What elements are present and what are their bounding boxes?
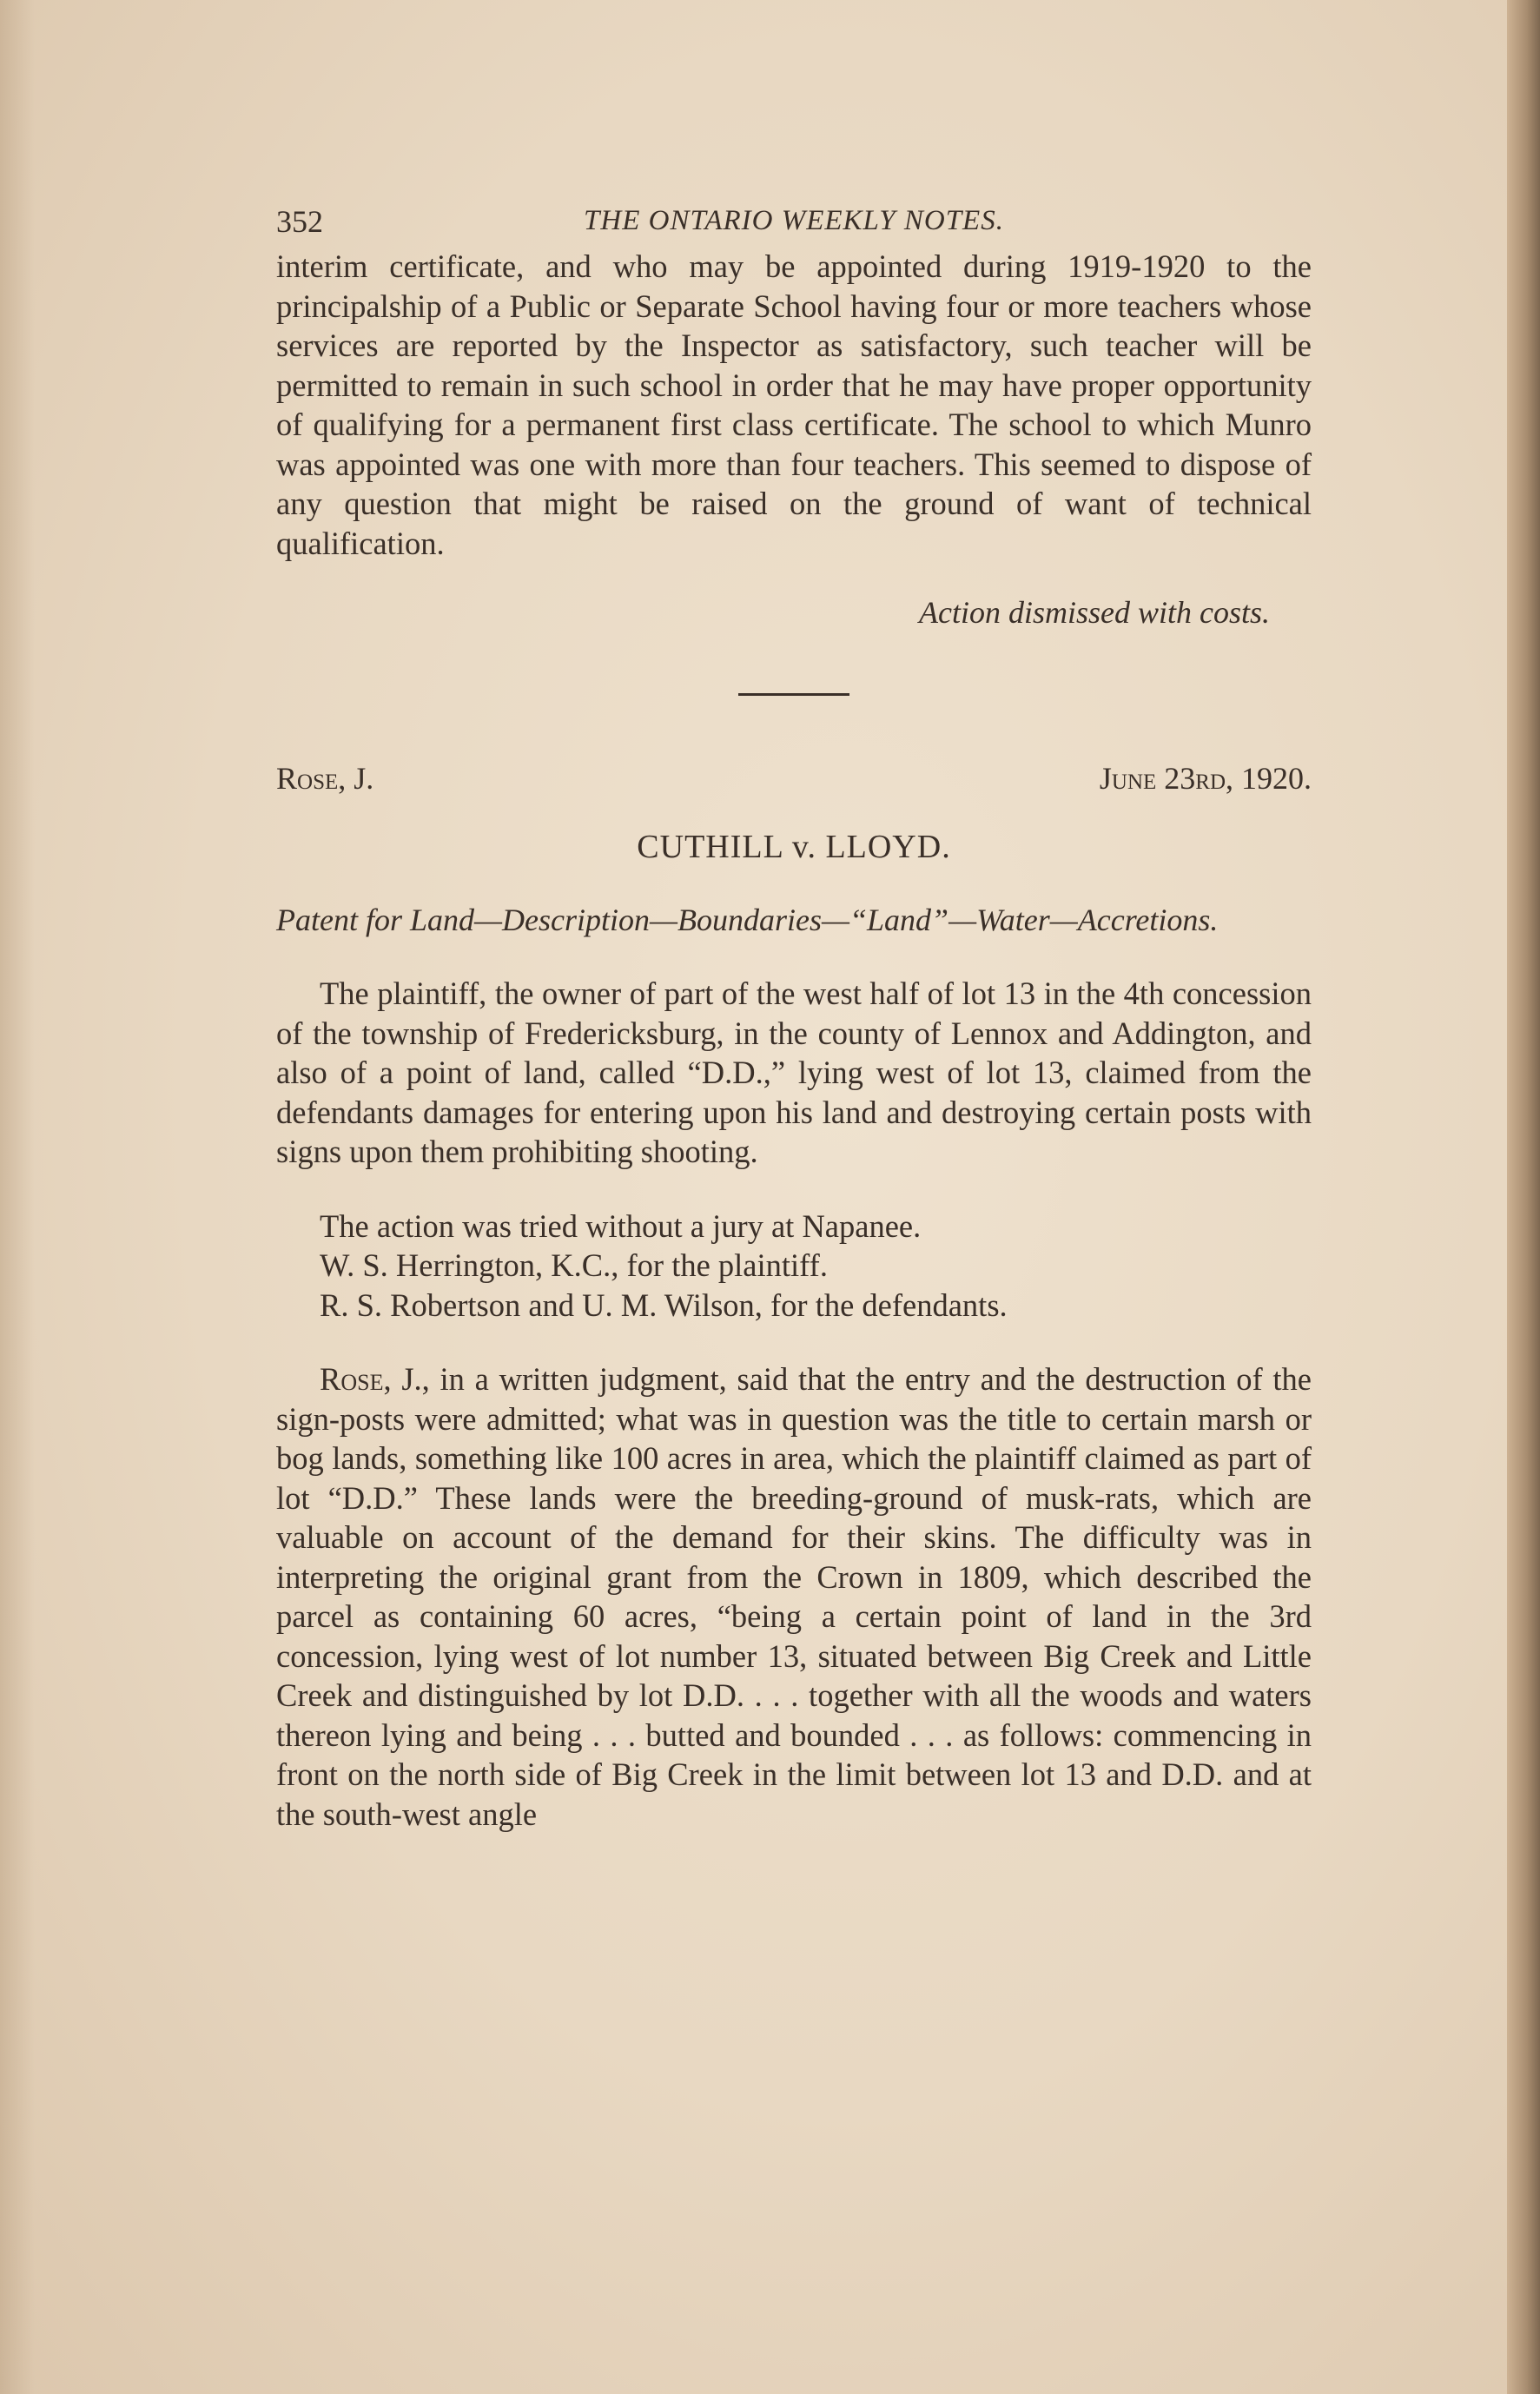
- text-column: [276, 198, 1312, 1834]
- binding-edge: [1507, 0, 1540, 2394]
- trial-and-counsel: [276, 1207, 1312, 1326]
- page-number: 352: [276, 204, 323, 239]
- judge-name: Rose, J.: [276, 761, 374, 796]
- judgment-judge-name: Rose, J.,: [320, 1361, 430, 1397]
- case-title: CUTHILL v. LLOYD.: [637, 829, 951, 865]
- left-page-shadow: [0, 0, 35, 2394]
- case-disposition: Action dismissed with costs.: [919, 595, 1270, 630]
- plaintiff-counsel: W. S. Herrington, K.C., for the plaintiff.: [320, 1247, 828, 1283]
- facts-section: [276, 974, 1312, 1172]
- facts-paragraph: The plaintiff, the owner of part of the west half of lot 13 in the 4th concession of the township of Fredericksburg, in the county of Lennox and Addington, and also of a point of land, called “D.D.,” lying west of lot 13, claimed from the defendants damages for entering upon his land and destroying certain posts with signs upon them prohibiting shooting.: [276, 975, 1312, 1169]
- judgment-section: [276, 1359, 1312, 1834]
- journal-title: THE ONTARIO WEEKLY NOTES.: [584, 205, 1004, 236]
- trial-line: The action was tried without a jury at Napanee.: [320, 1207, 922, 1244]
- section-divider: [738, 693, 849, 696]
- judge-date-line: [276, 760, 1312, 804]
- judgment-text: in a written judgment, said that the entry and the destruction of the sign-posts were admitted; what was in question was the title to certain marsh or bog lands, something like 100 acres in area, which the plaintiff claimed as part of lot “D.D.” These lands were the breeding-ground of musk-rats, which are valuable on account of the demand for their skins. The difficulty was in interpreting the original grant from the Crown in 1809, which described the parcel as containing 60 acres, “being a certain point of land in the 3rd concession, lying west of lot number 13, situated between Big Creek and Little Creek and distinguished by lot D.D. . . . together with all the woods and waters thereon lying and being . . . butted and bounded . . . as follows: commencing in front on the north side of Big Creek in the limit between lot 13 and D.D. and at the south-west angle: [276, 1361, 1312, 1832]
- defendants-counsel: R. S. Robertson and U. M. Wilson, for the defendants.: [320, 1286, 1008, 1323]
- running-head: [276, 198, 1312, 247]
- headnote: Patent for Land—Description—Boundaries—“Land”—Water—Accretions.: [276, 903, 1219, 937]
- judgment-paragraph: [276, 1359, 1312, 1834]
- judgment-date: June 23rd, 1920.: [1099, 761, 1312, 796]
- previous-case-paragraph: interim certificate, and who may be appointed during 1919-1920 to the principalship of a Public or Separate School having four or more teachers whose services are reported by the Inspector as satisfactory, such teacher will be permitted to remain in such school in order that he may have proper opportunity of qualifying for a permanent first class certificate. The school to which Munro was appointed was one with more than four teachers. This seemed to dispose of any question that might be raised on the ground of want of technical qualification.: [276, 248, 1312, 561]
- previous-case-continuation: [276, 247, 1312, 563]
